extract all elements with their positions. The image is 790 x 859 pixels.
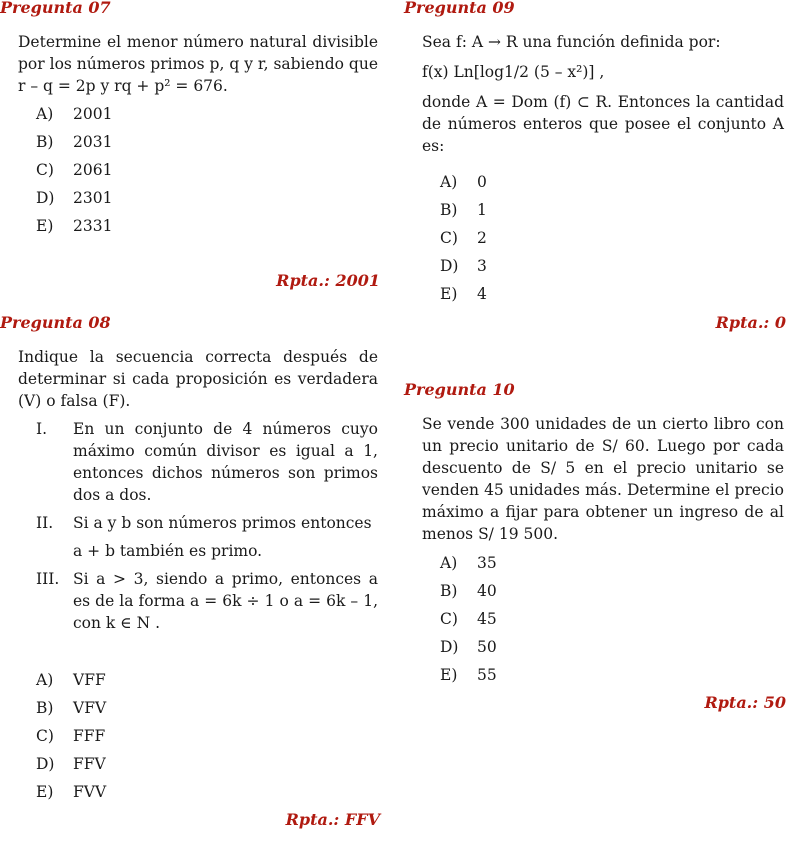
question-09-formula: f(x) Ln[log1/2 (5 – x²)] ,	[422, 63, 605, 81]
proposition-item: III. Si a > 3, siendo a primo, entonces a es de la forma a = 6k ÷ 1 o a = 6k – 1, con k ∈ N .	[36, 570, 378, 632]
option-item: E) 2331	[36, 217, 113, 235]
question-08-options	[36, 666, 106, 806]
question-10-title: Pregunta 10	[404, 380, 515, 399]
option-item: C) 2	[440, 229, 487, 247]
option-item: B) 1	[440, 201, 487, 219]
question-09-line1: Sea f: A → R una función definida por:	[422, 33, 721, 51]
option-item: D) 2301	[36, 189, 113, 207]
question-08-statement	[18, 346, 378, 420]
question-08-answer: Rpta.: FFV	[285, 810, 380, 829]
left-column	[0, 0, 380, 859]
option-item: B) 2031	[36, 133, 113, 151]
option-item: C) 45	[440, 610, 497, 628]
question-08-propositions	[36, 418, 378, 640]
question-09-answer: Rpta.: 0	[715, 313, 786, 332]
question-09-options	[440, 168, 487, 308]
option-item: E) 4	[440, 285, 487, 303]
question-07-answer: Rpta.: 2001	[276, 271, 380, 290]
question-10-text: Se vende 300 unidades de un cierto libro con un precio unitario de S/ 60. Luego por cada descuento de S/ 5 en el precio unitario se venden 45 unidades más. Determine el precio máximo a fijar para obtener un ingreso de al menos S/ 19 500.	[422, 415, 784, 543]
option-item: C) 2061	[36, 161, 113, 179]
option-item: C) FFF	[36, 727, 106, 745]
question-09-statement	[422, 31, 784, 165]
option-item: A) VFF	[36, 671, 106, 689]
option-item: E) FVV	[36, 783, 107, 801]
question-08-text: Indique la secuencia correcta después de determinar si cada proposición es verdadera (V) o falsa (F).	[18, 348, 378, 410]
question-07-options	[36, 100, 112, 240]
question-09-title: Pregunta 09	[404, 0, 515, 17]
option-item: D) FFV	[36, 755, 106, 773]
proposition-item: II. Si a y b son números primos entonces a + b también es primo.	[36, 514, 372, 560]
question-07-title: Pregunta 07	[0, 0, 111, 17]
option-item: D) 50	[440, 638, 497, 656]
option-item: B) 40	[440, 582, 497, 600]
option-item: A) 0	[440, 173, 487, 191]
option-item: A) 35	[440, 554, 497, 572]
question-07-statement	[18, 31, 378, 105]
proposition-item: I. En un conjunto de 4 números cuyo máximo común divisor es igual a 1, entonces dichos números son primos dos a dos.	[36, 420, 378, 504]
right-column	[404, 0, 786, 859]
question-08-title: Pregunta 08	[0, 313, 111, 332]
option-item: D) 3	[440, 257, 487, 275]
option-item: A) 2001	[36, 105, 113, 123]
option-item: E) 55	[440, 666, 497, 684]
question-10-options	[440, 549, 497, 689]
option-item: B) VFV	[36, 699, 107, 717]
question-07-text: Determine el menor número natural divisible por los números primos p, q y r, sabiendo que r – q = 2p y rq + p² = 676.	[18, 33, 378, 95]
question-10-answer: Rpta.: 50	[704, 693, 786, 712]
question-09-line3: donde A = Dom (f) ⊂ R. Entonces la cantidad de números enteros que posee el conjunto A es:	[422, 93, 784, 155]
question-10-statement	[422, 413, 784, 553]
